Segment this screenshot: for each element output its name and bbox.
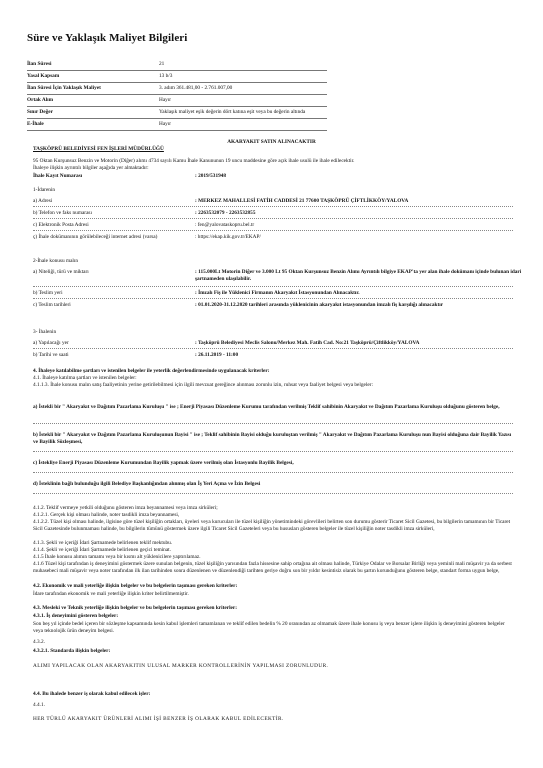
kayit-label: İhale Kayıt Numarası	[33, 173, 83, 179]
row-label: b) Teslim yeri	[33, 290, 63, 296]
row-label: ç) İhale dokümanının görülebileceği internet adresi (varsa)	[33, 234, 158, 240]
row-label: c) Teslim tarihleri	[33, 302, 71, 308]
paragraph-4-1-6: 4.1.6 Tüzel kişi tarafından iş deneyimini göstermek üzere sunulan belgenin, tüzel kişiliğin yarısından fazla hissesine sahip ortağına ait olması halinde, Türkiye Odalar ve Borsalar Birliği veya yeminli mali müşavir ya da serbest muhasebeci mali müşavir veya noter tarafından ilk ilan tarihinden sonra düzenlenen ve düzenlendiği tarihten geriye doğru son bir yıldır kesintisiz olarak bu şartın korunduğunu gösteren belge, standart forma uygun belge,	[33, 561, 512, 574]
paragraph-4-1-3: 4.1.3. Şekli ve içeriği İdari Şartnamede belirlenen teklif mektubu.	[33, 540, 173, 546]
section-1-title: 1-İdarenin	[33, 187, 56, 193]
section-4-2-text: İdare tarafından ekonomik ve mali yeterliğe ilişkin kriter belirtilmemiştir.	[33, 591, 189, 597]
paragraph-4-1-2-2: 4.1.2.2. Tüzel kişi olması halinde, ilgisine göre tüzel kişiliğin ortakları, üyeleri veya kurucuları ile tüzel kişiliğin yönetimindeki görevlileri belirten son durumu gösterir Ticaret Sicil Gazetesi, bu bilgilerin tamamının bir Ticaret Sicil Gazetesinde bulunmaması halinde, bu bilgilerin tümünü göstermek üzere ilgili Ticaret Sicil Gazeteleri veya bu hususları gösteren belgeler ile tüzel kişiliğin noter tasdikli imza sirküleri,	[33, 519, 511, 532]
paragraph-4-1-2-1: 4.1.2.1. Gerçek kişi olması halinde, noter tasdikli imza beyannamesi,	[33, 512, 180, 518]
info-value: 3. adım 361.481,00 - 2.761.007,00	[159, 85, 233, 91]
divider	[27, 82, 327, 83]
paragraph-4-1-2: 4.1.2. Teklif vermeye yetkili olduğunu gösteren imza beyannamesi veya imza sirküleri;	[33, 505, 218, 511]
info-label: İlan Süresi	[27, 61, 52, 67]
section-4-title: 4. İhaleye katılabilme şartları ve istenilen belgeler ile yeterlik değerlendirmesinde uygulanacak kriterler:	[33, 368, 270, 374]
organization-name: TAŞKÖPRÜ BELEDİYESİ FEN İŞLERİ MÜDÜRLÜĞÜ	[33, 146, 164, 152]
divider	[27, 106, 327, 107]
info-value: Hayır	[159, 121, 172, 127]
row-label: b) Telefon ve faks numarası	[33, 210, 92, 216]
info-value: 13 b/3	[159, 73, 173, 79]
divider	[33, 451, 513, 452]
divider	[33, 218, 513, 219]
requirement-c: c) İstekliye Enerji Piyasası Düzenleme Kurumundan Bayilik yapmak üzere verilmiş olan İstasyonlu Bayilik Belgesi,	[33, 460, 294, 466]
paragraph-4-1-5: 4.1.5 İhale konusu alımın tamamı veya bir kısmı alt yüklenicilere yaptırılamaz.	[33, 554, 201, 560]
intro-note: İhaleye ilişkin ayrıntılı bilgiler aşağıda yer almaktadır:	[33, 165, 149, 171]
divider	[33, 206, 513, 207]
requirement-a: a) İstekli bir " Akaryakıt ve Dağıtım Pazarlama Kuruluşu " ise ; Enerji Piyasası Düzenleme Kurumu tarafından verilmiş Teklif sahibinin Akaryakıt ve Dağıtım Pazarlama Kuruluşu olduğunu gösteren belge,	[33, 404, 500, 410]
info-label: E-İhale	[27, 121, 44, 127]
row-value: : 26.11.2019 - 11:00	[195, 352, 239, 358]
requirement-d: d) İsteklinin bağlı bulunduğu ilgili Belediye Başkanlığından alınmış olan İş Yeri Açma ve İzin Belgesi	[33, 481, 261, 487]
row-value: : Taşköprü Belediyesi Meclis Salonu/Merkez Mah. Fatih Cad. No:21 Taşköprü/Çiftlikköy/YALOVA	[195, 340, 420, 346]
row-value: : İmzalı Fiş ile Yüklenici Firmanın Akaryakıt İstasyonundan Alınacaktır.	[195, 290, 360, 296]
section-4-4-title: 4.4. Bu ihalede benzer iş olarak kabul edilecek işler:	[33, 691, 151, 697]
row-value: : 115.000Lt Motorin Diğer ve 3.000 Lt 95 Oktan Kurşunsuz Benzin Alımı Ayrıntılı bilgiye EKAP'ta yer alan ihale dokümanı içinde bulunan idari şartnameden ulaşılabilir.	[195, 269, 522, 282]
row-value: : MERKEZ MAHALLESİ FATİH CADDESİ 21 77600 TAŞKÖPRÜ ÇİFTLİKKÖY/YALOVA	[195, 198, 409, 204]
divider	[33, 230, 513, 231]
info-label: İlan Süresi İçin Yaklaşık Maliyet	[27, 85, 101, 91]
section-4-3-1-text: Son beş yıl içinde bedel içeren bir sözleşme kapsamında kesin kabul işlemleri tamamlanan ve teklif edilen bedelin % 20 oranından az olmamak üzere ihale konusu iş veya benzer işlere ilişkin iş deneyimini gösteren belgeler veya teknolojik ürün deneyim belgesi.	[33, 621, 505, 634]
divider	[33, 298, 513, 299]
section-4-2-title: 4.2. Ekonomik ve mali yeterliğe ilişkin belgeler ve bu belgelerin taşıması gereken kriterler:	[33, 583, 238, 589]
announcement-heading: AKARYAKIT SATIN ALINACAKTIR	[227, 139, 316, 145]
row-value: : 01.01.2020-31.12.2020 tarihleri arasında yüklenicinin akaryakıt istasyonundan imzalı fiş karşılığı alınacaktır	[195, 302, 444, 308]
section-4-3-1-title: 4.3.1. İş deneyimini gösteren belgeler:	[33, 613, 119, 619]
paragraph-4-1-4: 4.1.4. Şekli ve içeriği İdari Şartnamede belirlenen geçici teminat.	[33, 547, 171, 553]
divider	[27, 94, 327, 95]
divider	[33, 348, 513, 349]
kayit-value: : 2019/531948	[195, 173, 227, 179]
divider	[33, 493, 513, 494]
info-label: Yasal Kapsam	[27, 73, 60, 79]
section-4-3-title: 4.3. Mesleki ve Teknik yeterliğe ilişkin belgeler ve bu belgelerin taşıması gereken kriterler:	[33, 605, 238, 611]
row-label: a) Niteliği, türü ve miktarı	[33, 269, 89, 275]
row-label: c) Elektronik Posta Adresi	[33, 222, 89, 228]
divider	[33, 472, 513, 473]
page-title: Süre ve Yaklaşık Maliyet Bilgileri	[27, 32, 188, 44]
section-2-title: 2-İhale konusu malın	[33, 258, 79, 264]
section-4-1-title: 4.1. İhaleye katılma şartları ve istenilen belgeler:	[33, 375, 137, 381]
info-value: Hayır	[159, 97, 172, 103]
divider	[33, 423, 513, 424]
requirement-b: b) İstekli bir " Akaryakıt ve Dağıtım Pazarlama Kuruluşunun Bayisi " ise ; Teklif sahibinin Bayisi olduğu kuruluştan verilmiş " Akaryakıt ve Dağıtım Pazarlama Kuruluşu nun Bayisi olduğuna dair Bayilik Yazısı ve Bayilik Sözleşmesi,	[33, 432, 512, 445]
row-label: a) Adresi	[33, 198, 53, 204]
info-value: Yaklaşık maliyet eşik değerin dört katına eşit veya bu değerin altında	[159, 109, 306, 115]
paragraph-4-1-1-3: 4.1.1.3. İhale konusu malın satış faaliyetinin yerine getirilebilmesi için ilgili mevzuat gereğince alınması zorunlu izin, ruhsat veya faaliyet belgesi veya belgeler:	[33, 382, 373, 388]
section-4-3-2-1-text: ALIMI YAPILACAK OLAN AKARYAKITIN ULUSAL MARKER KONTROLLERİNİN YAPILMASI ZORUNLUDUR.	[33, 663, 329, 669]
divider	[33, 286, 513, 287]
row-value: : 2263532079 - 2263532855	[195, 210, 256, 216]
row-label: a) Yapılacağı yer	[33, 340, 69, 346]
section-4-3-2-title: 4.3.2.	[33, 639, 45, 645]
section-4-4-1-text: HER TÜRLÜ AKARYAKIT ÜRÜNLERİ ALIMI İŞİ BENZER İŞ OLARAK KABUL EDİLECEKTİR.	[33, 716, 284, 722]
divider	[27, 118, 327, 119]
row-value: : https://ekap.kik.gov.tr/EKAP/	[195, 234, 261, 240]
section-4-4-1-title: 4.4.1.	[33, 702, 45, 708]
info-label: Sınır Değer	[27, 109, 53, 115]
row-value: : fen@yalovataskopru.bel.tr	[195, 222, 255, 228]
intro-text: 95 Oktan Kurşunsuz Benzin ve Motorin (Diğer) alımı 4734 sayılı Kamu İhale Kanununun 19 uncu maddesine göre açık ihale usulü ile ihale edilecektir.	[33, 158, 355, 164]
section-3-title: 3- İhalenin	[33, 329, 57, 335]
row-label: b) Tarihi ve saati	[33, 352, 69, 358]
info-label: Ortak Alım	[27, 97, 54, 103]
divider	[27, 130, 327, 131]
divider	[27, 70, 327, 71]
section-4-3-2-1-title: 4.3.2.1. Standarda ilişkin belgeler:	[33, 648, 111, 654]
info-value: 21	[159, 61, 165, 67]
